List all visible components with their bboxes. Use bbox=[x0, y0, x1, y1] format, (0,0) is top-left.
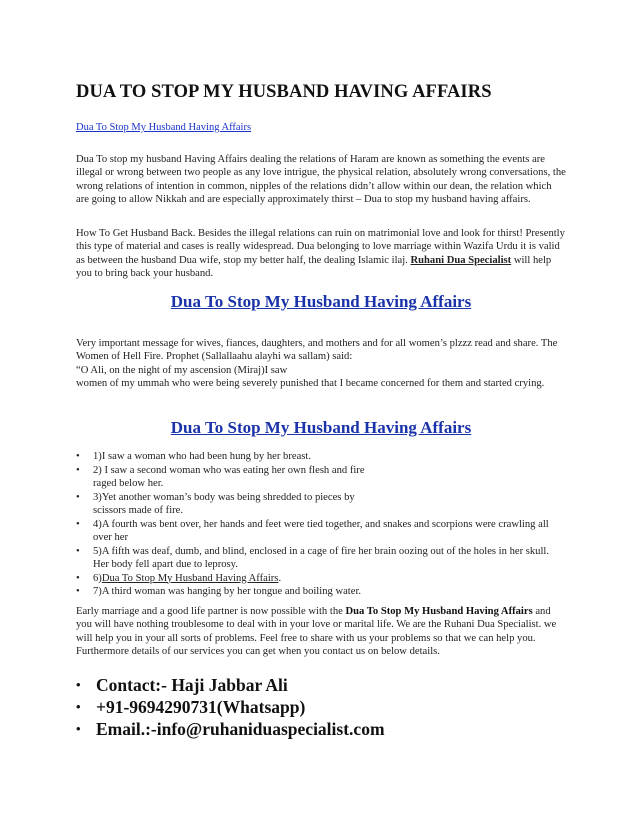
message-quote-line: “O Ali, on the night of my ascension (Miraj)I saw bbox=[76, 364, 288, 376]
bullet-icon: • bbox=[76, 721, 81, 736]
section-heading-2: Dua To Stop My Husband Having Affairs bbox=[170, 418, 472, 437]
hell-fire-list bbox=[76, 450, 566, 599]
bullet-icon: • bbox=[76, 586, 80, 597]
list-item bbox=[76, 545, 566, 572]
list-item bbox=[76, 572, 566, 586]
contact-phone-text: +91-9694290731(Whatsapp) bbox=[96, 697, 306, 717]
bullet-icon: • bbox=[76, 677, 81, 692]
husband-back-paragraph bbox=[76, 227, 566, 281]
message-paragraph bbox=[76, 337, 566, 391]
list-item-tail: . bbox=[278, 572, 282, 584]
title-link[interactable]: Dua To Stop My Husband Having Affairs bbox=[76, 122, 252, 133]
list-item-text: 3)Yet another woman’s body was being shredded to pieces by scissors made of fire. bbox=[93, 491, 355, 516]
list-item-text: 4)A fourth was bent over, her hands and feet were tied together, and snakes and scorpions were crawling all over her bbox=[93, 518, 549, 543]
contact-name-text: Contact:- Haji Jabbar Ali bbox=[96, 675, 288, 695]
bullet-icon: • bbox=[76, 491, 80, 503]
marriage-paragraph bbox=[76, 605, 566, 659]
list-item bbox=[76, 491, 566, 518]
ruhani-dua-specialist-link[interactable]: Ruhani Dua Specialist bbox=[410, 254, 512, 266]
list-item bbox=[76, 464, 566, 491]
bullet-icon: • bbox=[76, 545, 80, 557]
husband-back-text: How To Get Husband Back. Besides the illegal relations can ruin on matrimonial love and look for thirst! Presently this type of material and cases is really widespread. Dua belonging to love marriage within Wazifa Urdu it is valid as between the husband Dua wife, stop my better half, the dealing Islamic ilaj. bbox=[76, 228, 565, 266]
bullet-icon: • bbox=[76, 699, 81, 714]
marriage-tail: and you will have nothing troublesome to deal with in your love or marital life. We are the Ruhani Dua Specialist. we will help you in your all sorts of problems. Feel free to share with us your problems so that we can help you. Furthermore details of our services you can get when you contact us on below details. bbox=[76, 606, 557, 658]
list-item-text: 1)I saw a woman who had been hung by her breast. bbox=[93, 451, 311, 462]
bullet-icon: • bbox=[76, 451, 80, 462]
dua-link[interactable]: Dua To Stop My Husband Having Affairs bbox=[101, 572, 279, 584]
list-item bbox=[76, 518, 566, 545]
contact-email[interactable] bbox=[76, 718, 385, 740]
section-heading-1: Dua To Stop My Husband Having Affairs bbox=[170, 292, 472, 311]
message-quote-continuation: women of my ummah who were being severely punished that I became concerned for them and started crying. bbox=[76, 378, 545, 390]
marriage-bold-phrase: Dua To Stop My Husband Having Affairs bbox=[345, 606, 533, 617]
intro-paragraph: Dua To stop my husband Having Affairs dealing the relations of Haram are known as something the events are illegal or wrong between two people as any love intrigue, the physical relation, absolutely wrong conversations, the wrong relations of intention in common, nipples of the relations didn’t allow within our dean, the relation which are going to allow Nikkah and are especially approximately thirst – Dua to stop my husband having affairs. bbox=[76, 154, 566, 206]
page-title: DUA TO STOP MY HUSBAND HAVING AFFAIRS bbox=[76, 82, 492, 102]
message-text: Very important message for wives, fiances, daughters, and mothers and for all women’s plzzz read and share. The Women of Hell Fire. Prophet (Sallallaahu alayhi wa sallam) said: bbox=[76, 338, 558, 363]
contact-list bbox=[76, 674, 385, 740]
husband-back-tail: will help you to bring back your husband. bbox=[76, 254, 552, 280]
contact-name bbox=[76, 674, 385, 696]
contact-email-text: Email.:-info@ruhaniduaspecialist.com bbox=[96, 719, 385, 739]
list-item-text: 2) I saw a second woman who was eating her own flesh and fire raged below her. bbox=[93, 464, 365, 489]
list-item-text: 5)A fifth was deaf, dumb, and blind, enclosed in a cage of fire her brain oozing out of the holes in her skull. Her body fell apart due to leprosy. bbox=[93, 545, 549, 570]
marriage-lead: Early marriage and a good life partner is now possible with the bbox=[76, 606, 343, 617]
list-item bbox=[76, 450, 566, 464]
list-item-text: 7)A third woman was hanging by her tongue and boiling water. bbox=[93, 586, 362, 597]
contact-phone[interactable] bbox=[76, 696, 385, 718]
bullet-icon: • bbox=[76, 464, 80, 476]
list-item-text: 6) bbox=[93, 572, 102, 584]
bullet-icon: • bbox=[76, 518, 80, 530]
bullet-icon: • bbox=[76, 572, 80, 584]
list-item bbox=[76, 585, 566, 599]
